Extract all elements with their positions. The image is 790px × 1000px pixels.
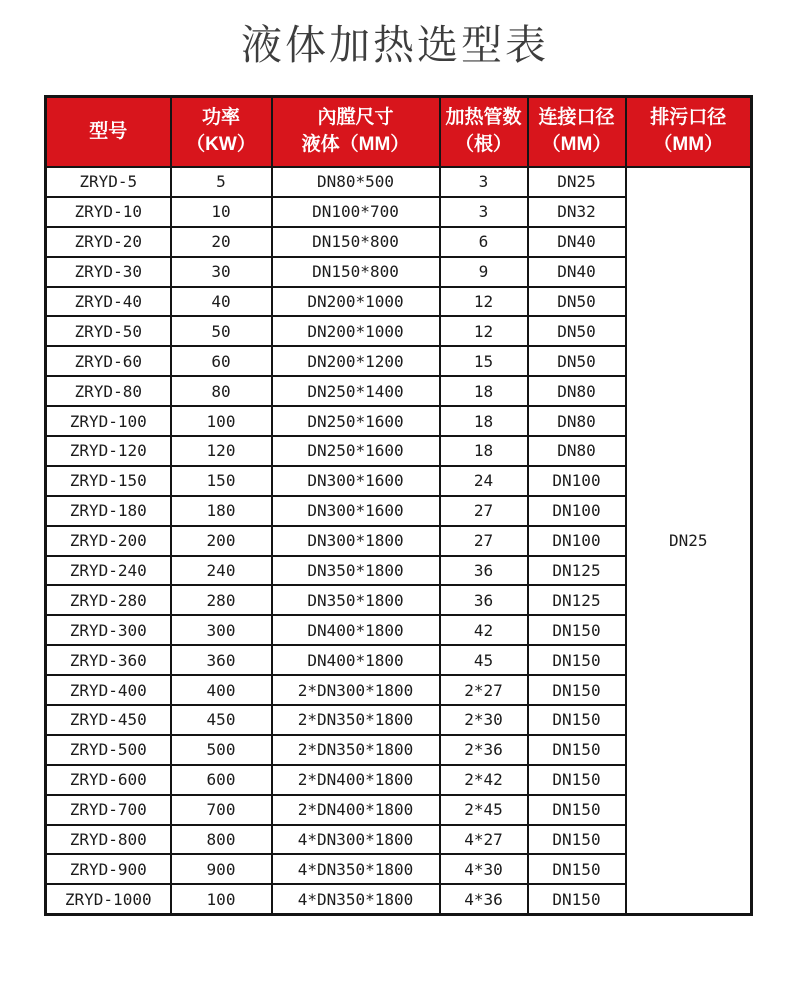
page-title: 液体加热选型表 [241, 22, 549, 68]
table-cell: 2*36 [440, 735, 528, 765]
table-cell: ZRYD-900 [46, 854, 171, 884]
table-cell: DN80 [528, 436, 626, 466]
table-cell: 2*DN350*1800 [272, 705, 440, 735]
table-cell: DN250*1600 [272, 406, 440, 436]
table-cell: 2*DN400*1800 [272, 795, 440, 825]
table-cell: ZRYD-60 [46, 346, 171, 376]
table-cell: 50 [171, 316, 272, 346]
table-cell: DN150 [528, 825, 626, 855]
table-row [46, 167, 752, 197]
table-cell: 18 [440, 376, 528, 406]
table-cell: 27 [440, 496, 528, 526]
table-cell: DN40 [528, 257, 626, 287]
table-cell: 15 [440, 346, 528, 376]
table-cell: 4*36 [440, 884, 528, 914]
table-cell: DN100 [528, 466, 626, 496]
table-cell: 600 [171, 765, 272, 795]
table-cell: 2*DN300*1800 [272, 675, 440, 705]
table-cell: 6 [440, 227, 528, 257]
table-cell: DN100 [528, 526, 626, 556]
table-cell: DN150 [528, 854, 626, 884]
table-cell: 60 [171, 346, 272, 376]
table-cell: ZRYD-500 [46, 735, 171, 765]
table-cell: 360 [171, 645, 272, 675]
table-cell: 42 [440, 615, 528, 645]
table-cell: 500 [171, 735, 272, 765]
table-cell: ZRYD-200 [46, 526, 171, 556]
table-cell: DN200*1200 [272, 346, 440, 376]
table-cell: DN150 [528, 645, 626, 675]
table-cell: ZRYD-600 [46, 765, 171, 795]
table-cell: DN50 [528, 316, 626, 346]
table-cell: ZRYD-150 [46, 466, 171, 496]
table-cell: DN300*1600 [272, 496, 440, 526]
table-cell: 800 [171, 825, 272, 855]
table-cell: 80 [171, 376, 272, 406]
table-cell: DN80*500 [272, 167, 440, 197]
table-cell: ZRYD-360 [46, 645, 171, 675]
table-cell: 700 [171, 795, 272, 825]
table-cell: DN200*1000 [272, 316, 440, 346]
header-model: 型号 [46, 97, 171, 168]
table-cell: 280 [171, 585, 272, 615]
table-cell: 400 [171, 675, 272, 705]
table-cell: DN150 [528, 615, 626, 645]
table-cell: 12 [440, 287, 528, 317]
table-cell: ZRYD-80 [46, 376, 171, 406]
table-cell: 2*DN400*1800 [272, 765, 440, 795]
table-cell: 200 [171, 526, 272, 556]
header-power: 功率 （KW） [171, 97, 272, 168]
table-cell: DN150 [528, 705, 626, 735]
table-cell: 4*DN350*1800 [272, 884, 440, 914]
table-cell: DN80 [528, 406, 626, 436]
table-cell: DN125 [528, 556, 626, 586]
table-cell: 450 [171, 705, 272, 735]
table-cell: DN25 [528, 167, 626, 197]
table-cell: 4*27 [440, 825, 528, 855]
table-cell: DN50 [528, 287, 626, 317]
header-tube-count: 加热管数 （根） [440, 97, 528, 168]
table-cell: 2*DN350*1800 [272, 735, 440, 765]
table-cell: DN400*1800 [272, 615, 440, 645]
table-cell: 3 [440, 197, 528, 227]
table-cell: 2*42 [440, 765, 528, 795]
table-cell: 2*30 [440, 705, 528, 735]
table-cell: ZRYD-800 [46, 825, 171, 855]
table-cell: ZRYD-280 [46, 585, 171, 615]
table-cell: 12 [440, 316, 528, 346]
table-cell: ZRYD-20 [46, 227, 171, 257]
table-cell: DN50 [528, 346, 626, 376]
table-cell: 36 [440, 556, 528, 586]
table-cell: 20 [171, 227, 272, 257]
table-cell: 30 [171, 257, 272, 287]
table-cell: ZRYD-5 [46, 167, 171, 197]
table-cell: DN150 [528, 795, 626, 825]
table-cell: DN400*1800 [272, 645, 440, 675]
table-body [46, 167, 752, 915]
table-cell: 4*DN350*1800 [272, 854, 440, 884]
table-cell: 18 [440, 406, 528, 436]
table-cell: 36 [440, 585, 528, 615]
table-cell: DN150 [528, 675, 626, 705]
table-cell: 40 [171, 287, 272, 317]
table-cell: DN32 [528, 197, 626, 227]
table-cell: ZRYD-50 [46, 316, 171, 346]
table-cell: DN200*1000 [272, 287, 440, 317]
header-chamber-size: 內膛尺寸 液体（MM） [272, 97, 440, 168]
table-cell: ZRYD-10 [46, 197, 171, 227]
table-cell: ZRYD-180 [46, 496, 171, 526]
table-cell: ZRYD-1000 [46, 884, 171, 914]
table-cell: DN150 [528, 765, 626, 795]
table-cell: 100 [171, 884, 272, 914]
table-cell: 150 [171, 466, 272, 496]
drain-diameter-merged-cell: DN25 [626, 167, 752, 915]
table-cell: DN150*800 [272, 257, 440, 287]
table-cell: DN250*1400 [272, 376, 440, 406]
table-cell: 4*30 [440, 854, 528, 884]
table-cell: DN125 [528, 585, 626, 615]
table-cell: DN300*1600 [272, 466, 440, 496]
table-cell: ZRYD-100 [46, 406, 171, 436]
table-cell: DN150 [528, 735, 626, 765]
header-drain-diameter: 排污口径 （MM） [626, 97, 752, 168]
table-header [46, 97, 752, 168]
header-row [46, 97, 752, 168]
table-cell: DN250*1600 [272, 436, 440, 466]
table-cell: 45 [440, 645, 528, 675]
table-cell: DN100*700 [272, 197, 440, 227]
table-cell: DN150 [528, 884, 626, 914]
table-cell: ZRYD-240 [46, 556, 171, 586]
table-cell: DN350*1800 [272, 585, 440, 615]
table-cell: 10 [171, 197, 272, 227]
table-cell: DN100 [528, 496, 626, 526]
table-cell: 3 [440, 167, 528, 197]
table-cell: 2*45 [440, 795, 528, 825]
table-cell: DN40 [528, 227, 626, 257]
table-cell: ZRYD-30 [46, 257, 171, 287]
table-cell: 2*27 [440, 675, 528, 705]
table-cell: ZRYD-700 [46, 795, 171, 825]
table-cell: DN150*800 [272, 227, 440, 257]
table-cell: 100 [171, 406, 272, 436]
table-cell: 18 [440, 436, 528, 466]
table-cell: 180 [171, 496, 272, 526]
table-cell: ZRYD-400 [46, 675, 171, 705]
table-cell: DN80 [528, 376, 626, 406]
table-cell: 120 [171, 436, 272, 466]
table-cell: 240 [171, 556, 272, 586]
spec-table [44, 95, 753, 916]
table-cell: 24 [440, 466, 528, 496]
table-cell: 5 [171, 167, 272, 197]
table-cell: 9 [440, 257, 528, 287]
table-cell: 27 [440, 526, 528, 556]
table-cell: ZRYD-40 [46, 287, 171, 317]
table-cell: ZRYD-120 [46, 436, 171, 466]
header-connection-diameter: 连接口径 （MM） [528, 97, 626, 168]
table-cell: 4*DN300*1800 [272, 825, 440, 855]
table-cell: ZRYD-450 [46, 705, 171, 735]
table-cell: DN300*1800 [272, 526, 440, 556]
table-cell: ZRYD-300 [46, 615, 171, 645]
table-cell: 900 [171, 854, 272, 884]
table-cell: 300 [171, 615, 272, 645]
table-cell: DN350*1800 [272, 556, 440, 586]
